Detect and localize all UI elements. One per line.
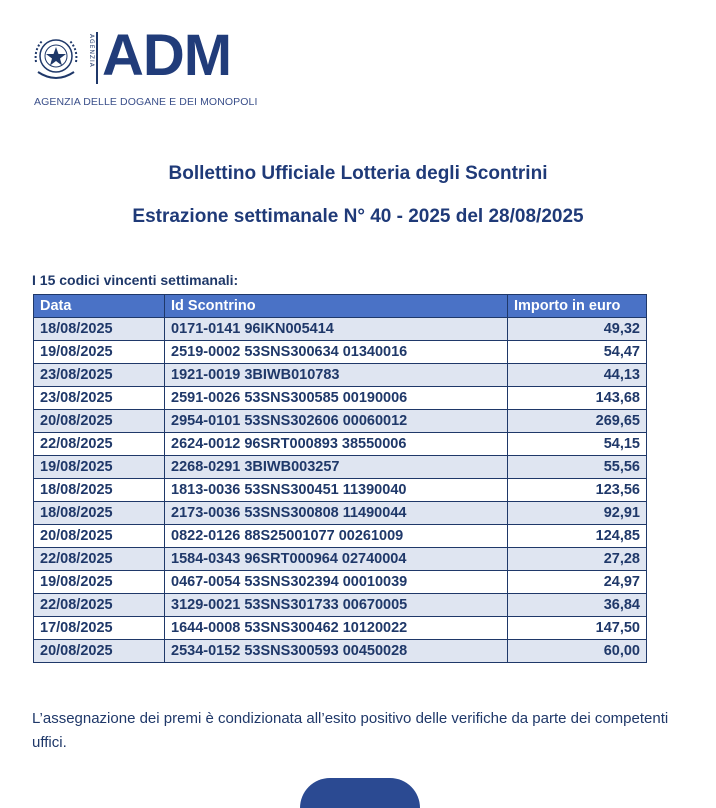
document-subtitle: Estrazione settimanale N° 40 - 2025 del 28/08/2025: [132, 206, 584, 227]
row-date: 20/08/2025: [34, 410, 165, 433]
table-row: [34, 617, 647, 640]
footer-decoration: [300, 778, 420, 808]
row-date: 17/08/2025: [34, 617, 165, 640]
row-receipt-id: 2624-0012 96SRT000893 38550006: [165, 433, 508, 456]
row-date: 23/08/2025: [34, 364, 165, 387]
row-date: 19/08/2025: [34, 571, 165, 594]
table-row: [34, 318, 647, 341]
row-amount: 36,84: [508, 594, 647, 617]
header-receipt-id: Id Scontrino: [165, 295, 508, 318]
table-row: [34, 571, 647, 594]
row-amount: 27,28: [508, 548, 647, 571]
row-amount: 269,65: [508, 410, 647, 433]
row-receipt-id: 3129-0021 53SNS301733 00670005: [165, 594, 508, 617]
row-amount: 60,00: [508, 640, 647, 663]
table-row: [34, 479, 647, 502]
row-receipt-id: 1644-0008 53SNS300462 10120022: [165, 617, 508, 640]
agency-name: AGENZIA DELLE DOGANE E DEI MONOPOLI: [34, 96, 258, 108]
row-amount: 49,32: [508, 318, 647, 341]
row-receipt-id: 1584-0343 96SRT000964 02740004: [165, 548, 508, 571]
row-date: 18/08/2025: [34, 502, 165, 525]
table-row: [34, 640, 647, 663]
row-date: 19/08/2025: [34, 341, 165, 364]
row-amount: 143,68: [508, 387, 647, 410]
table-header-row: [34, 295, 647, 318]
row-amount: 54,15: [508, 433, 647, 456]
header-date: Data: [34, 295, 165, 318]
table-row: [34, 410, 647, 433]
row-amount: 124,85: [508, 525, 647, 548]
row-receipt-id: 2534-0152 53SNS300593 00450028: [165, 640, 508, 663]
header-amount: Importo in euro: [508, 295, 647, 318]
table-row: [34, 594, 647, 617]
disclaimer-note: L’assegnazione dei premi è condizionata all’esito positivo delle verifiche da parte dei competenti uffici.: [32, 710, 669, 751]
row-date: 22/08/2025: [34, 548, 165, 571]
row-amount: 147,50: [508, 617, 647, 640]
row-receipt-id: 0467-0054 53SNS302394 00010039: [165, 571, 508, 594]
row-amount: 54,47: [508, 341, 647, 364]
row-receipt-id: 1921-0019 3BIWB010783: [165, 364, 508, 387]
row-date: 23/08/2025: [34, 387, 165, 410]
row-receipt-id: 2591-0026 53SNS300585 00190006: [165, 387, 508, 410]
agency-header: [30, 23, 330, 110]
row-date: 19/08/2025: [34, 456, 165, 479]
logo-divider: [96, 32, 98, 84]
row-receipt-id: 2268-0291 3BIWB003257: [165, 456, 508, 479]
row-date: 22/08/2025: [34, 594, 165, 617]
table-row: [34, 456, 647, 479]
table-row: [34, 387, 647, 410]
row-date: 20/08/2025: [34, 640, 165, 663]
agency-vertical-label: AGENZIA: [88, 34, 95, 68]
row-receipt-id: 2173-0036 53SNS300808 11490044: [165, 502, 508, 525]
winning-codes-table: [33, 294, 647, 663]
table-row: [34, 502, 647, 525]
table-row: [34, 433, 647, 456]
row-receipt-id: 2519-0002 53SNS300634 01340016: [165, 341, 508, 364]
table-row: [34, 525, 647, 548]
republic-emblem-icon: [30, 32, 82, 84]
row-date: 18/08/2025: [34, 318, 165, 341]
row-amount: 55,56: [508, 456, 647, 479]
table-row: [34, 341, 647, 364]
row-date: 18/08/2025: [34, 479, 165, 502]
row-date: 22/08/2025: [34, 433, 165, 456]
row-date: 20/08/2025: [34, 525, 165, 548]
table-caption: I 15 codici vincenti settimanali:: [32, 272, 239, 288]
row-amount: 123,56: [508, 479, 647, 502]
document-title: Bollettino Ufficiale Lotteria degli Scontrini: [168, 163, 548, 184]
table-row: [34, 364, 647, 387]
row-amount: 92,91: [508, 502, 647, 525]
adm-logo: ADM: [102, 23, 232, 88]
table-row: [34, 548, 647, 571]
row-amount: 24,97: [508, 571, 647, 594]
row-amount: 44,13: [508, 364, 647, 387]
row-receipt-id: 1813-0036 53SNS300451 11390040: [165, 479, 508, 502]
row-receipt-id: 0171-0141 96IKN005414: [165, 318, 508, 341]
row-receipt-id: 2954-0101 53SNS302606 00060012: [165, 410, 508, 433]
row-receipt-id: 0822-0126 88S25001077 00261009: [165, 525, 508, 548]
